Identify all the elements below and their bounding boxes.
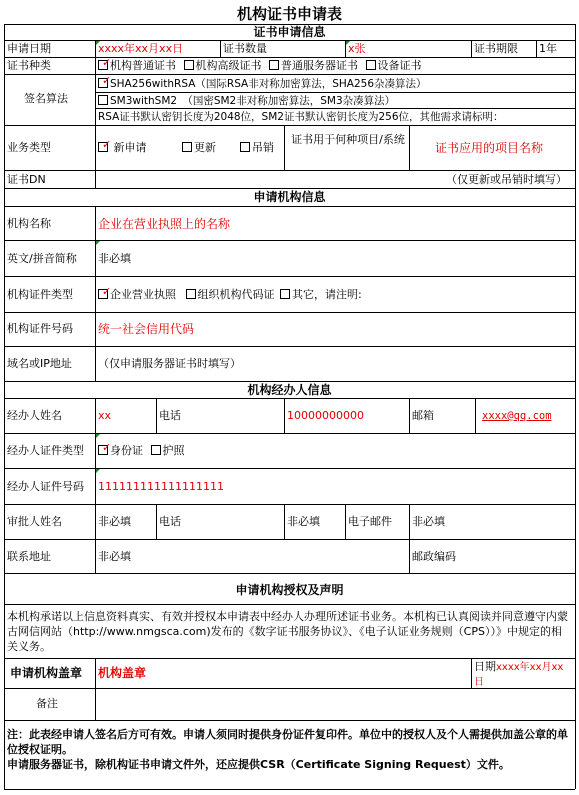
cert-type-checkbox-server[interactable]: 普通服务器证书: [269, 59, 358, 72]
section-authorization: 申请机构授权及声明: [235, 583, 344, 597]
approver-name-field[interactable]: 非必填: [98, 515, 131, 528]
biz-revoke-checkbox[interactable]: [240, 142, 250, 152]
cert-period-label: 证书期限: [474, 42, 518, 55]
authorization-statement: 本机构承诺以上信息资料真实、有效并授权本申请表中经办人办理所述证书业务。本机构已认真阅读并同意遵守内蒙古网信网站（http://www.nmgsca.com)发布的《数字证书服务协议》、《电子认证业务规则（CPS））》中规定的相关义务。: [7, 610, 568, 653]
seal-date[interactable]: [474, 660, 572, 690]
agent-idtype-label: 经办人证件类型: [7, 444, 84, 457]
org-idtype-checkbox-other[interactable]: 其它，请注明:: [280, 288, 362, 301]
remark-label: 备注: [36, 697, 58, 710]
agent-idtype-options: [98, 441, 185, 458]
biz-new-option[interactable]: ✓ 新申请: [98, 141, 147, 155]
seal-field[interactable]: 机构盖章: [98, 666, 147, 680]
biz-renew-option[interactable]: 更新: [182, 141, 216, 155]
approver-phone-field[interactable]: 非必填: [287, 515, 320, 528]
org-idtype-label: 机构证件类型: [7, 288, 73, 301]
agent-name-label: 经办人姓名: [7, 409, 62, 422]
org-abbr-label: 英文/拼音简称: [7, 252, 77, 265]
section-cert-info: 证书申请信息: [253, 25, 326, 39]
cert-dn-note: （仅更新或吊销时填写）: [446, 173, 567, 186]
org-domain-field[interactable]: （仅申请服务器证书时填写）: [98, 357, 241, 370]
org-idno-label: 机构证件号码: [7, 322, 73, 335]
biz-revoke-option[interactable]: 吊销: [240, 141, 274, 155]
org-idtype-options: [98, 285, 362, 302]
biz-type-label: 业务类型: [7, 141, 51, 154]
cell-marker: [96, 469, 100, 473]
cert-type-options: [98, 56, 422, 73]
org-idtype-checkbox-orgcode[interactable]: 组织机构代码证: [186, 288, 275, 301]
cert-usage-field[interactable]: 证书应用的项目名称: [435, 141, 544, 155]
agent-idtype-checkbox-passport[interactable]: 护照: [151, 444, 185, 457]
org-idno-field[interactable]: 统一社会信用代码: [98, 322, 195, 336]
cert-usage-label: 证书用于何种项目/系统: [291, 133, 405, 146]
address-label: 联系地址: [7, 550, 51, 563]
agent-email-field[interactable]: xxxx@qq.com: [482, 410, 552, 422]
algo-sm-option[interactable]: SM3withSM2 （国密SM2非对称加密算法，SM3杂凑算法）: [98, 94, 395, 108]
cert-quantity-label: 证书数量: [223, 42, 267, 55]
agent-phone-label: 电话: [159, 409, 181, 422]
apply-date-label: 申请日期: [7, 42, 51, 55]
cell-marker: [96, 434, 100, 438]
address-field[interactable]: 非必填: [98, 550, 131, 563]
org-abbr-field[interactable]: 非必填: [98, 252, 131, 265]
agent-name-field[interactable]: xx: [98, 409, 112, 422]
biz-renew-checkbox[interactable]: [182, 142, 192, 152]
agent-email-label: 邮箱: [412, 409, 434, 422]
note-line-1: 注：此表经申请人签名后方可有效。申请人须同时提供身份证件复印件。单位中的授权人及个人需提供加盖公章的单位授权证明。: [7, 728, 568, 756]
biz-new-checkbox[interactable]: ✓: [98, 142, 108, 152]
algo-sm-checkbox[interactable]: [98, 95, 108, 105]
agent-phone-field[interactable]: 10000000000: [287, 409, 364, 422]
approver-phone-label: 电话: [159, 515, 181, 528]
cert-dn-label: 证书DN: [7, 173, 46, 186]
agent-idno-field[interactable]: 111111111111111111: [98, 480, 224, 493]
apply-date-field[interactable]: xxxx年xx月xx日: [98, 42, 184, 55]
seal-label: 申请机构盖章: [10, 666, 83, 680]
approver-email-field[interactable]: 非必填: [412, 515, 445, 528]
cert-type-checkbox-org-advanced[interactable]: 机构高级证书: [184, 59, 262, 72]
cert-period-field[interactable]: 1年: [539, 42, 557, 55]
approver-email-label: 电子邮件: [348, 515, 392, 528]
section-org-info: 申请机构信息: [253, 190, 326, 204]
cert-type-label: 证书种类: [7, 59, 51, 72]
remark-field[interactable]: [97, 690, 573, 718]
agent-idtype-checkbox-idcard[interactable]: ✓ 身份证: [98, 444, 143, 457]
agent-idno-label: 经办人证件号码: [7, 480, 84, 493]
seal-date-field[interactable]: xxxx年xx月xx日: [474, 662, 564, 688]
section-agent-info: 机构经办人信息: [247, 383, 332, 397]
org-name-field[interactable]: 企业在营业执照上的名称: [98, 217, 231, 231]
cell-marker: [96, 241, 100, 245]
org-domain-label: 域名或IP地址: [7, 357, 72, 370]
note-line-2: 申请服务器证书，除机构证书申请文件外，还应提供CSR（Certificate Signing Request）文件。: [7, 758, 510, 771]
form-title: 机构证书申请表: [236, 5, 342, 23]
org-idtype-checkbox-license[interactable]: ✓ 企业营业执照: [98, 288, 176, 301]
sign-algo-label: 签名算法: [24, 92, 68, 105]
approver-name-label: 审批人姓名: [7, 515, 62, 528]
org-name-label: 机构名称: [7, 217, 51, 230]
cert-type-checkbox-org-normal[interactable]: ✓ 机构普通证书: [98, 59, 176, 72]
algo-rsa-checkbox[interactable]: ✓: [98, 78, 108, 88]
postcode-label: 邮政编码: [412, 550, 456, 563]
algo-rsa-option[interactable]: ✓ SHA256withRSA（国际RSA非对称加密算法，SHA256杂凑算法）: [98, 77, 427, 91]
cert-quantity-field[interactable]: x张: [348, 42, 366, 55]
cert-type-checkbox-device[interactable]: 设备证书: [366, 59, 422, 72]
algo-note: RSA证书默认密钥长度为2048位，SM2证书默认密钥长度为256位，其他需求请标明：: [98, 111, 504, 123]
seal-date-label: 日期: [474, 660, 496, 673]
